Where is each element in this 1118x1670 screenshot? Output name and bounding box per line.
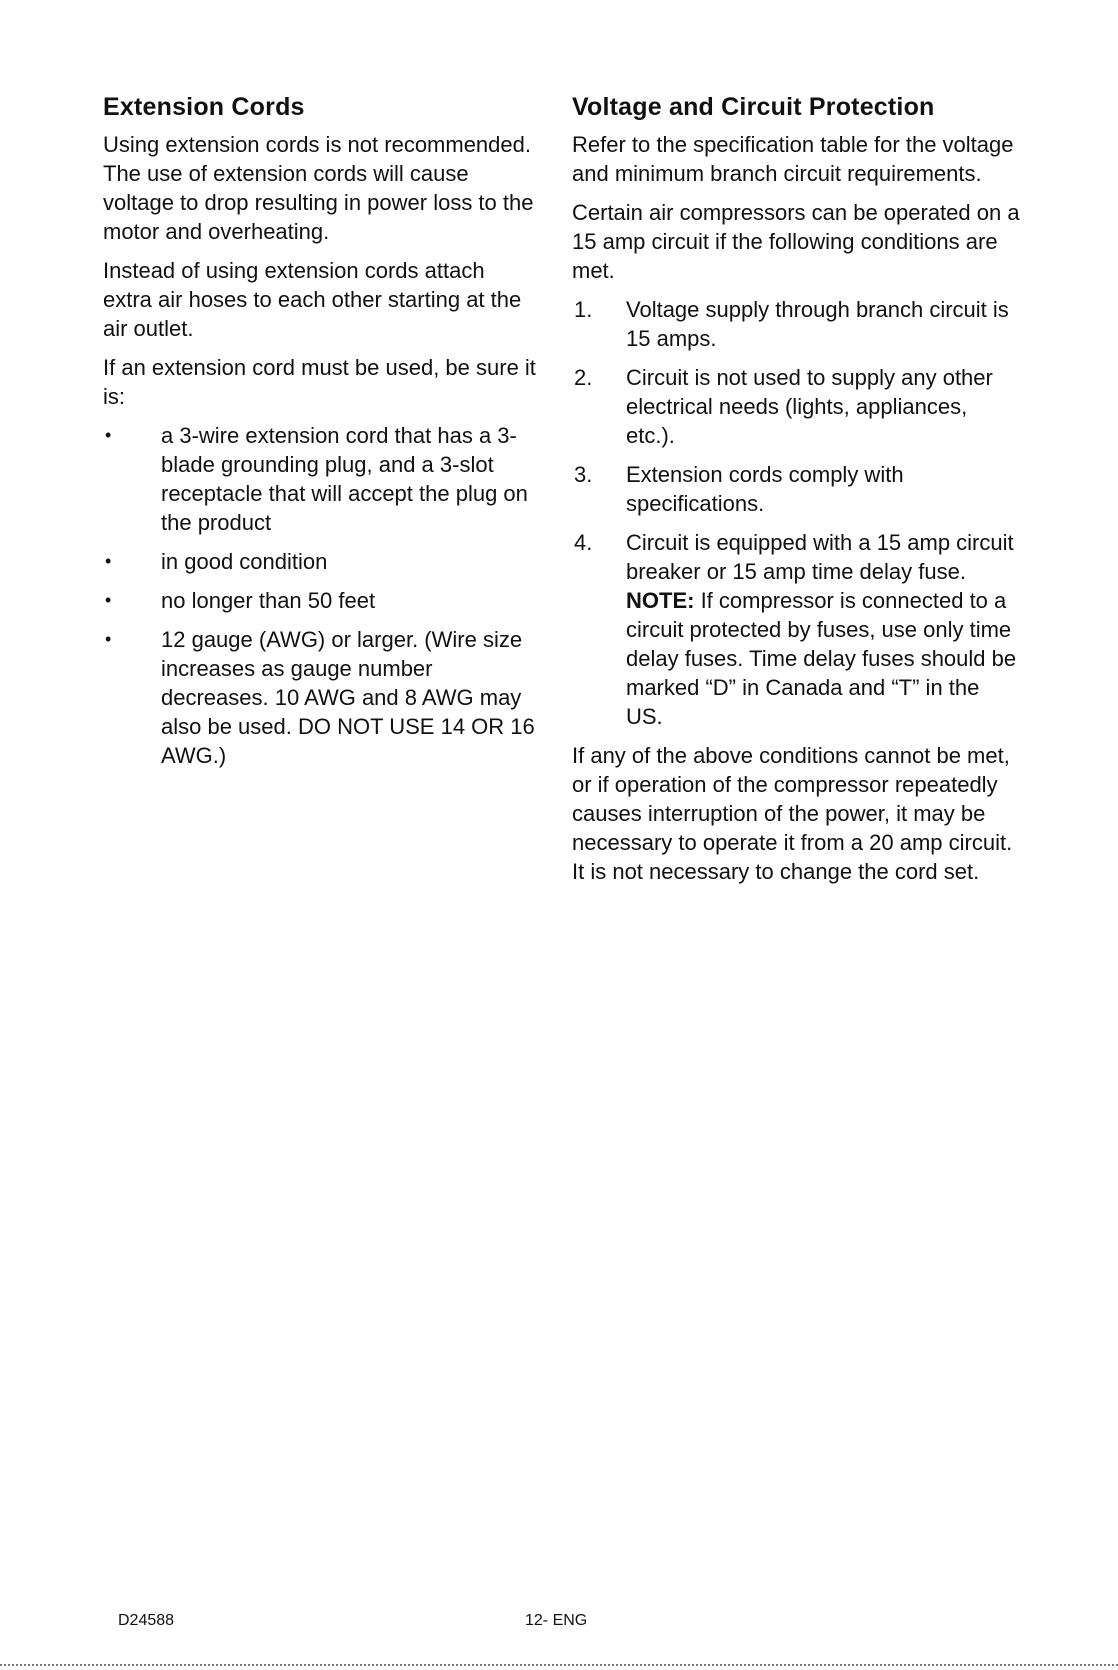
extension-cord-requirements-list [103, 421, 538, 770]
scan-edge-divider [0, 1664, 1118, 1666]
list-item-text: a 3-wire extension cord that has a 3-blade grounding plug, and a 3-slot receptacle that will accept the plug on the product [161, 423, 528, 535]
list-number: 3. [574, 462, 593, 487]
bullet-icon: • [105, 590, 112, 610]
list-item [103, 421, 538, 537]
voltage-circuit-section [572, 92, 1022, 896]
list-item-text: Extension cords comply with specifications. [626, 462, 904, 516]
paragraph-spec-table: Refer to the specification table for the voltage and minimum branch circuit requirements. [572, 132, 1014, 186]
bullet-icon: • [105, 551, 112, 571]
paragraph-not-recommended: Using extension cords is not recommended. The use of extension cords will cause voltage to drop resulting in power loss to the motor and overheating. [103, 132, 534, 244]
list-item-text: Circuit is equipped with a 15 amp circuit breaker or 15 amp time delay fuse. [626, 530, 1014, 584]
paragraph-20-amp: If any of the above conditions cannot be met, or if operation of the compressor repeatedly causes interruption of the power, it may be necessary to operate it from a 20 amp circuit. It is not necessary to change the cord set. [572, 743, 1013, 884]
list-number: 1. [574, 297, 593, 322]
bullet-icon: • [105, 629, 112, 649]
list-item [103, 625, 538, 770]
list-item-text: in good condition [161, 549, 328, 574]
conditions-list [572, 295, 1022, 731]
list-item-text: Voltage supply through branch circuit is 15 amps. [626, 297, 1009, 351]
list-item-text: no longer than 50 feet [161, 588, 376, 613]
list-item-text: 12 gauge (AWG) or larger. (Wire size increases as gauge number decreases. 10 AWG and 8 AWG may also be used. DO NOT USE 14 OR 16 AWG.) [161, 627, 535, 768]
note-label: NOTE: [626, 588, 695, 613]
note-text: If compressor is connected to a circuit protected by fuses, use only time delay fuses. Time delay fuses should be marked “D” in Canada and “T” in the US. [626, 588, 1017, 729]
list-item [572, 295, 1022, 353]
extension-cords-section [103, 92, 538, 780]
list-item [572, 460, 1022, 518]
list-item-text: Circuit is not used to supply any other electrical needs (lights, appliances, etc.). [626, 365, 993, 448]
bullet-icon: • [105, 425, 112, 445]
page-number: 12- ENG [525, 1612, 588, 1629]
voltage-circuit-heading: Voltage and Circuit Protection [572, 93, 935, 121]
list-number: 4. [574, 530, 593, 555]
list-item [572, 363, 1022, 450]
list-item [103, 586, 538, 615]
list-item [572, 528, 1022, 731]
model-number: D24588 [118, 1612, 175, 1629]
paragraph-instead-hoses: Instead of using extension cords attach extra air hoses to each other starting at the air outlet. [103, 258, 522, 341]
paragraph-be-sure: If an extension cord must be used, be sure it is: [103, 355, 536, 409]
list-number: 2. [574, 365, 593, 390]
paragraph-15-amp: Certain air compressors can be operated on a 15 amp circuit if the following conditions are met. [572, 200, 1020, 283]
list-item [103, 547, 538, 576]
extension-cords-heading: Extension Cords [103, 93, 305, 121]
